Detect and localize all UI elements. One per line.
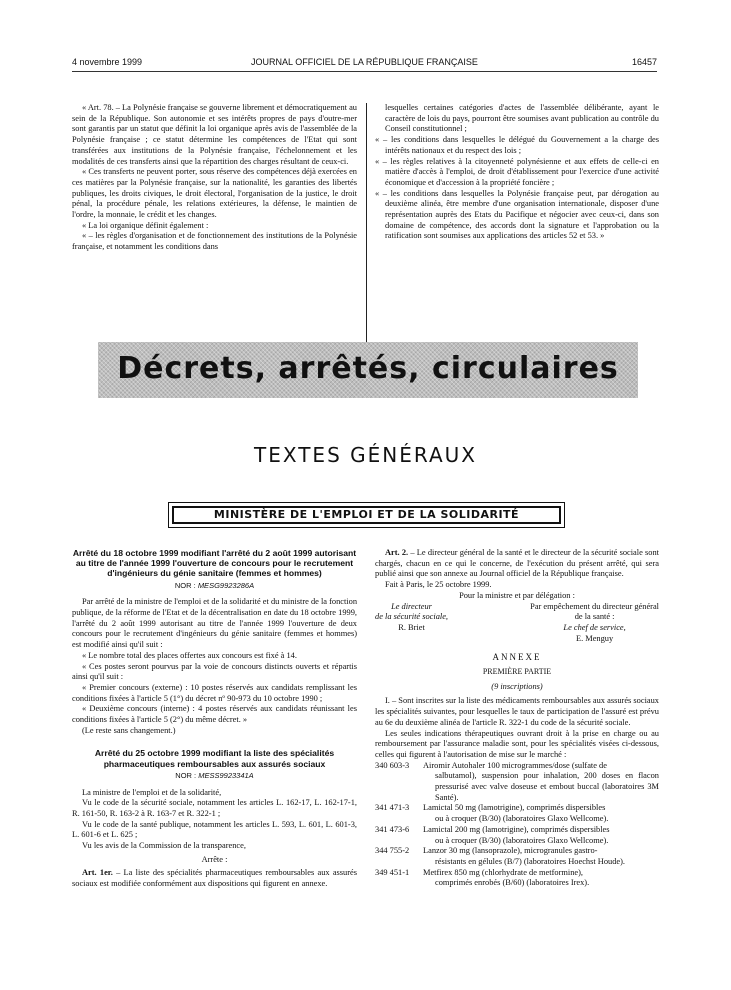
paragraph: La ministre de l'emploi et de la solidarité, (82, 787, 222, 797)
paragraph: (Le reste sans changement.) (82, 725, 176, 735)
ministry-title: MINISTÈRE DE L'EMPLOI ET DE LA SOLIDARITÉ (172, 506, 561, 524)
inscriptions-count: (9 inscriptions) (491, 681, 543, 691)
top-right-column (375, 103, 659, 242)
signatures (375, 602, 659, 645)
drug-code: 344 755-2 (375, 846, 410, 856)
paragraph: « Art. 78. – La Polynésie française se gouverne librement et démocratiquement au sein de la République. Son autonomie et ses intérêts propres de pays d'outre-mer sont garantis par un statut que définit la loi organique après avis de l'assemblée de la Polynésie française ; ce statut détermine les compétences de l'Etat qui sont transférées aux institutions de la Polynésie française, l'échelonnement et les modalités de ces transferts ainsi que la répartition des charges résultant de ceux-ci. (72, 103, 357, 166)
annex-heading: ANNEXE (492, 652, 542, 663)
paragraph: lesquelles certaines catégories d'actes de l'assemblée délibérante, ayant le caractère de lois du pays, pourront être soumises avant publication au contrôle du Conseil constitutionnel ; (385, 103, 659, 134)
top-left-column (72, 103, 357, 253)
paragraph: « La loi organique définit également : (82, 220, 209, 230)
paragraph: Vu le code de la santé publique, notamment les articles L. 593, L. 601, L. 601-3, L. 601-6 et L. 625 ; (72, 819, 357, 840)
paragraph: « – les conditions dans lesquelles le délégué du Gouvernement a la charge des intérêts nationaux et du respect des lois ; (375, 135, 659, 155)
drug-code: 341 471-3 (375, 803, 410, 813)
paragraph: « Ces transferts ne peuvent porter, sous réserve des compétences déjà exercées en ces matières par la Polynésie française, sur la nationalité, les garanties des libertés publiques, les droits civiques, le droit électoral, l'organisation de la justice, le droit pénal, la procédure pénale, les relations extérieures, la défense, le maintien de l'ordre, la monnaie, le crédit et les changes. (72, 167, 357, 220)
drug-entry: 349 451-1 Metfirex 850 mg (chlorhydrate de metformine), comprimés enrobés (B/60) (laboratoires Irex). (375, 867, 590, 888)
drug-code: 341 473-6 (375, 824, 410, 834)
arrete-verb: Arrête : (201, 854, 228, 864)
signatory-name: E. Menguy (575, 633, 614, 643)
drug-code: 349 451-1 (375, 867, 410, 877)
paragraph: « – les règles d'organisation et de fonctionnement des institutions de la Polynésie française, et notamment les conditions dans (72, 231, 357, 252)
delegation-line: Pour la ministre et par délégation : (459, 590, 575, 600)
drug-entry: 340 603-3 Airomir Autohaler 100 microgrammes/dose (sulfate de salbutamol), suspension pour inhalation, 200 doses en flacon pressurisé avec valve doseuse et embout buccal (laboratoires 3M Santé). (375, 760, 659, 802)
arrete-title: Arrêté du 25 octobre 1999 modifiant la liste des spécialités pharmaceutiques remboursables aux assurés sociaux (94, 748, 335, 769)
section-banner (98, 342, 638, 398)
paragraph: « Premier concours (externe) : 10 postes réservés aux candidats remplissant les conditions fixées à l'article 5 (1°) du décret nº 90-973 du 10 octobre 1990 ; (72, 682, 357, 703)
header-date: 4 novembre 1999 (72, 57, 143, 67)
drug-code: 340 603-3 (375, 760, 410, 770)
arrete-title: Arrêté du 18 octobre 1999 modifiant l'arrêté du 2 août 1999 autorisant au titre de l'année 1999 l'ouverture de concours pour le recrutement d'ingénieurs du génie sanitaire (femmes et hommes) (72, 548, 357, 579)
article-label: Art. 1er. (82, 868, 113, 878)
header-page-number: 16457 (631, 57, 657, 67)
paragraph: Art. 1er. – La liste des spécialités pharmaceutiques remboursables aux assurés sociaux est modifiée conformément aux dispositions qui figurent en annexe. (72, 868, 358, 889)
bottom-right-column (375, 548, 659, 889)
drug-entry: 341 471-3 Lamictal 50 mg (lamotrigine), comprimés dispersibles ou à croquer (B/30) (laboratoires Glaxo Wellcome). (375, 803, 609, 824)
drug-entry: 341 473-6 Lamictal 200 mg (lamotrigine), comprimés dispersibles ou à croquer (B/30) (laboratoires Glaxo Wellcome). (375, 824, 610, 845)
header-journal-title: JOURNAL OFFICIEL DE LA RÉPUBLIQUE FRANÇAISE (251, 57, 478, 67)
signatory-name: R. Briet (398, 622, 425, 632)
paragraph: I. – Sont inscrites sur la liste des médicaments remboursables aux assurés sociaux les spécialités suivantes, pour lesquelles le taux de participation de l'assuré est prévu au 6e du deuxième alinéa de l'article R. 322-1 du code de la sécurité sociale. (375, 696, 659, 727)
paragraph: « Deuxième concours (interne) : 4 postes réservés aux candidats réunissant les conditions fixées à l'article 5 (2°) du même décret. » (72, 704, 357, 725)
signature-right: Par empêchement du directeur général de la santé : Le chef de service, E. Menguy (530, 601, 659, 643)
ministry-box (168, 502, 565, 528)
paragraph: Art. 2. – Le directeur général de la santé et le directeur de la sécurité sociale sont chargés, chacun en ce qui le concerne, de l'exécution du présent arrêté, qui sera publié ainsi que son annexe au Journal officiel de la République française. (375, 548, 659, 579)
paragraph: Vu les avis de la Commission de la transparence, (82, 841, 246, 851)
date-line: Fait à Paris, le 25 octobre 1999. (385, 580, 492, 590)
banner-title: Décrets, arrêtés, circulaires (117, 351, 619, 386)
column-divider (366, 103, 367, 373)
paragraph: « – les règles relatives à la citoyenneté polynésienne et aux effets de celle-ci en matière d'accès à l'emploi, de droit d'établissement pour l'exercice d'une activité économique et d'accession à la propriété foncière ; (375, 156, 659, 187)
paragraph: « – les conditions dans lesquelles la Polynésie française peut, par dérogation au deuxième alinéa, être membre d'une organisation internationale, disposer d'une représentation auprès des Etats du Pacifique et négocier avec ceux-ci, dans son domaine de compétence, des accords dont la signature et l'approbation ou la ratification sont soumises aux applications des articles 52 et 53. » (375, 188, 659, 241)
paragraph: Vu le code de la sécurité sociale, notamment les articles L. 162-17, L. 162-17-1, R. 161-50, R. 163-2 à R. 163-7 et R. 322-1 ; (72, 798, 357, 818)
nor-code: MESS9923341A (198, 770, 254, 780)
bottom-left-column (72, 548, 357, 890)
part-heading: PREMIÈRE PARTIE (482, 667, 552, 677)
signature-left: Le directeur de la sécurité sociale, R. Briet (375, 601, 449, 632)
article-label: Art. 2. (385, 548, 409, 557)
paragraph: Les seules indications thérapeutiques ouvrant droit à la prise en charge ou au remboursement par l'assurance maladie sont, pour les spécialités visées ci-dessous, celles qui figurent à l'autorisation de mise sur le marché : (375, 728, 659, 759)
paragraph: « Ces postes seront pourvus par la voie de concours distincts ouverts et répartis ainsi qu'il suit : (72, 661, 357, 682)
section-title: TEXTES GÉNÉRAUX (254, 443, 477, 467)
paragraph: « Le nombre total des places offertes aux concours est fixé à 14. (82, 650, 297, 660)
nor-code: MESG9923286A (197, 580, 255, 590)
page-header (72, 57, 657, 72)
drug-list (375, 761, 659, 889)
nor-reference: NOR : MESS9923341A (175, 770, 254, 780)
nor-reference: NOR : MESG9923286A (174, 580, 255, 590)
drug-entry: 344 755-2 Lanzor 30 mg (lansoprazole), microgranules gastro- résistants en gélules (B/7) (laboratoires Hoechst Houde). (375, 846, 626, 866)
paragraph: Par arrêté de la ministre de l'emploi et de la solidarité et du ministre de la fonction publique, de la réforme de l'Etat et de la décentralisation en date du 18 octobre 1999, l'arrêté du 2 août 1999 autorisant au titre de l'année 1999 l'ouverture de deux concours pour le recrutement d'ingénieurs du génie sanitaire (femmes et hommes) est modifié ainsi qu'il suit : (72, 597, 358, 650)
